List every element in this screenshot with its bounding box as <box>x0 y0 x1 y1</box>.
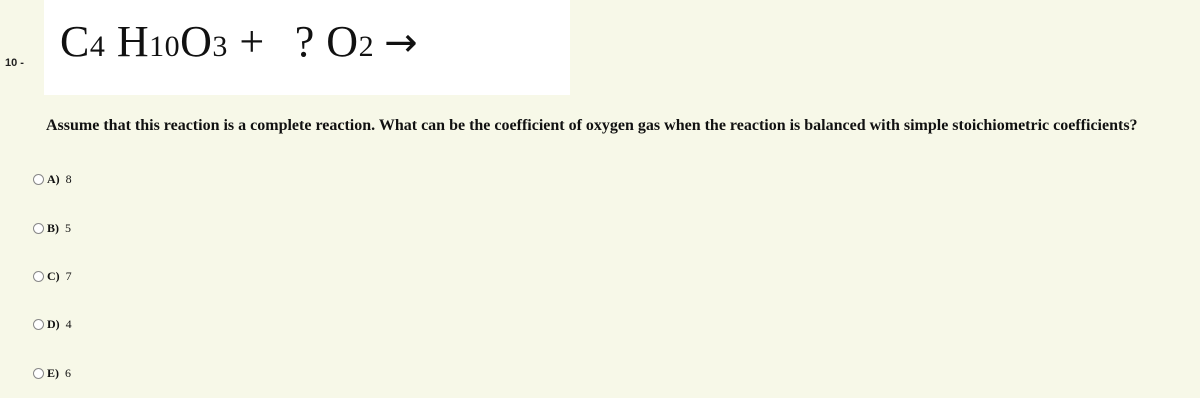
option-letter: E) <box>47 366 59 380</box>
option-value: 6 <box>65 366 71 380</box>
question-text: Assume that this reaction is a complete reaction. What can be the coefficient of oxygen gas when the reaction is balanced with simple stoichiometric coefficients? <box>46 117 1138 134</box>
radio-button[interactable] <box>33 174 44 185</box>
oxygen-count: 3 <box>212 30 228 63</box>
option-letter: B) <box>47 221 59 235</box>
option-letter: C) <box>47 269 60 283</box>
option-b[interactable] <box>33 221 71 236</box>
option-value: 8 <box>65 172 72 186</box>
oxygen-symbol: O <box>180 17 213 66</box>
carbon-count: 4 <box>89 30 106 63</box>
radio-button[interactable] <box>33 368 44 379</box>
hydrogen-count: 10 <box>149 30 181 63</box>
plus-sign: + <box>239 17 265 66</box>
option-value: 5 <box>65 221 71 235</box>
option-letter: A) <box>47 172 60 186</box>
radio-button[interactable] <box>33 271 44 282</box>
reaction-arrow-icon: → <box>384 20 419 66</box>
option-a[interactable] <box>33 172 72 187</box>
equation-image <box>44 0 570 95</box>
oxygen-gas-count: 2 <box>358 30 375 63</box>
chemical-equation <box>60 17 418 72</box>
question-number: 10 - <box>5 57 24 69</box>
option-d[interactable] <box>33 317 72 332</box>
option-e[interactable] <box>33 366 71 381</box>
carbon-symbol: C <box>60 17 90 66</box>
unknown-coefficient: ? <box>294 17 315 66</box>
option-letter: D) <box>47 317 60 331</box>
oxygen-gas-symbol: O <box>326 17 359 66</box>
radio-button[interactable] <box>33 319 44 330</box>
option-value: 4 <box>65 317 72 331</box>
hydrogen-symbol: H <box>116 17 150 66</box>
radio-button[interactable] <box>33 223 44 234</box>
option-c[interactable] <box>33 269 72 284</box>
option-value: 7 <box>65 269 72 283</box>
